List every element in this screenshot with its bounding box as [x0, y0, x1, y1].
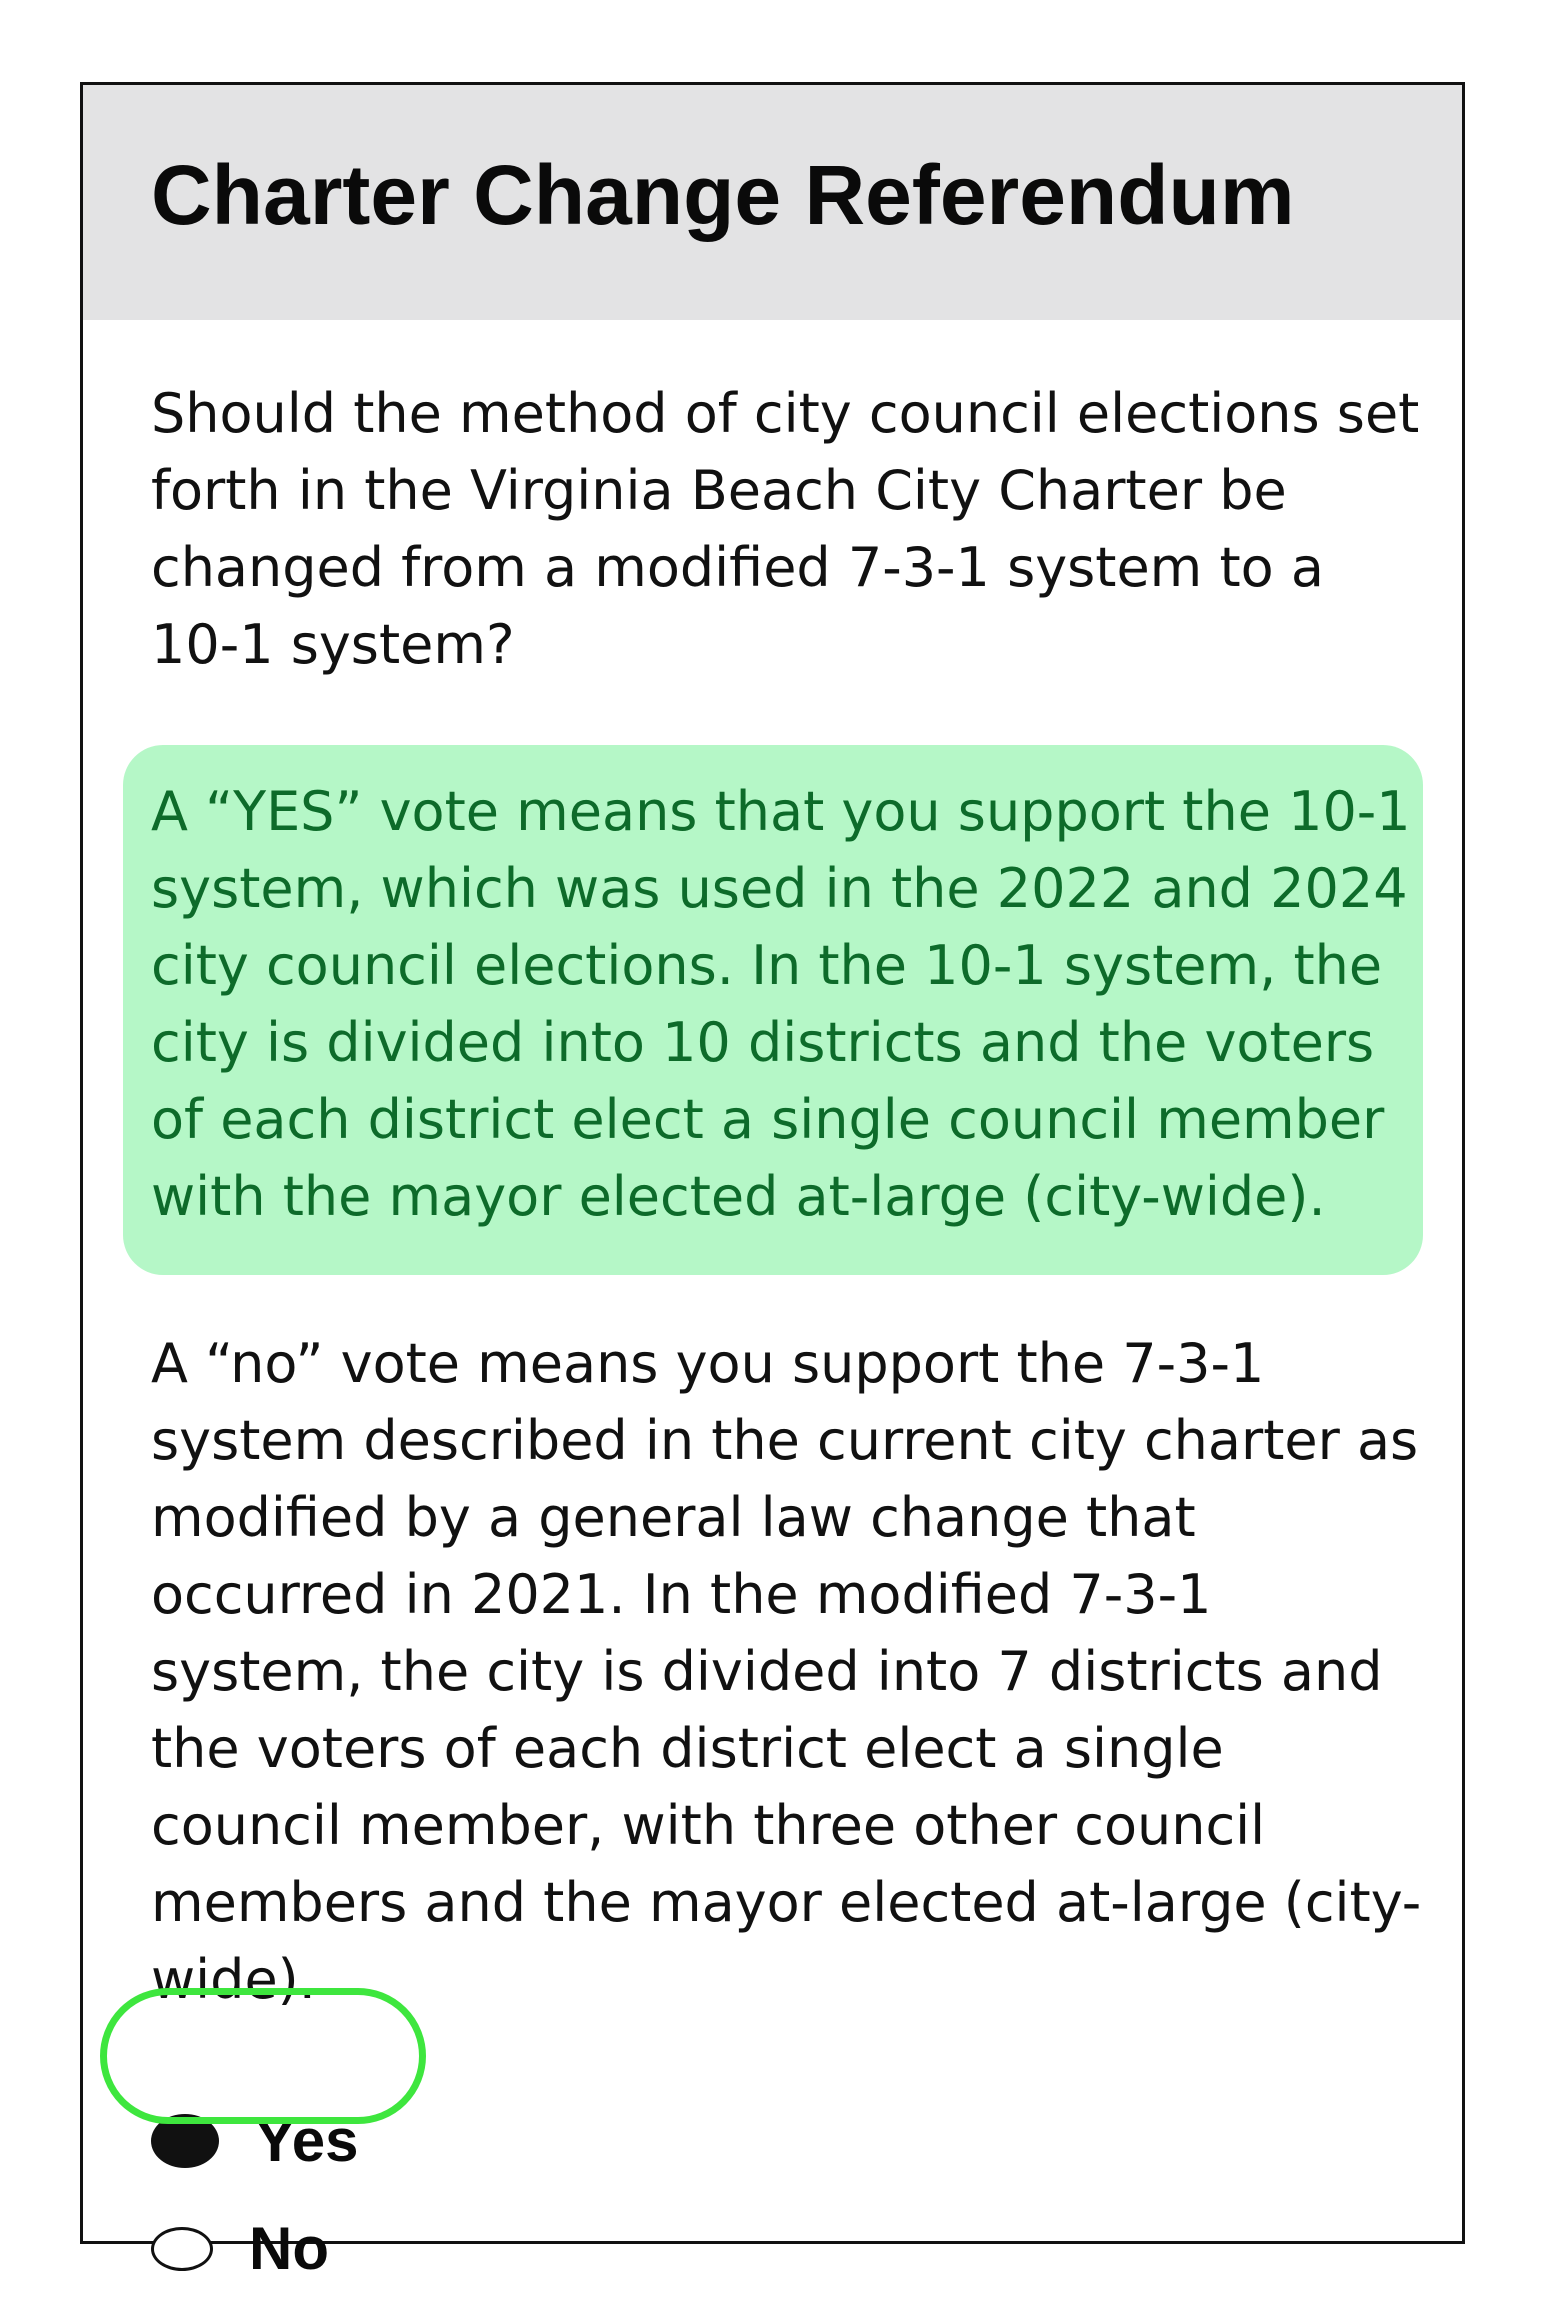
- referendum-question: Should the method of city council elections set forth in the Virginia Beach City Charter be changed from a modified 7-3-1 system to a 10-1 system?: [151, 382, 1420, 676]
- yes-explanation-box: [123, 745, 1423, 1275]
- empty-bubble-icon[interactable]: [151, 2227, 213, 2271]
- yes-explanation-text: A “YES” vote means that you support the 10-1 system, which was used in the 2022 and 2024 city council elections. In the 10-1 system, the city is divided into 10 districts and the voters of each district elect a single council member with the mayor elected at-large (city-wide).: [151, 780, 1411, 1228]
- ballot-card: [80, 82, 1465, 2282]
- ballot-header: [83, 85, 1462, 320]
- no-explanation-text: A “no” vote means you support the 7-3-1 system described in the current city charter as modified by a general law change that occurred in 2021. In the modified 7-3-1 system, the city is divided into 7 districts and the voters of each district elect a single council member, with three other council members and the mayor elected at-large (city-wide).: [151, 1332, 1422, 2011]
- option-no-label: No: [249, 2215, 329, 2282]
- option-yes[interactable]: [151, 2101, 358, 2181]
- option-no[interactable]: [151, 2209, 329, 2289]
- ballot-title: Charter Change Referendum: [151, 148, 1295, 242]
- option-yes-label: Yes: [255, 2107, 359, 2174]
- filled-bubble-icon[interactable]: [151, 2114, 219, 2168]
